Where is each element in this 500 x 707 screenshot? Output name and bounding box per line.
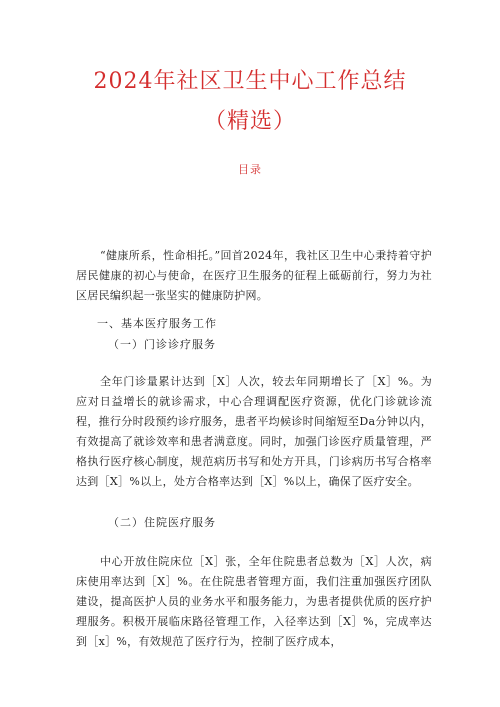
- document-subtitle: （精选）: [203, 109, 296, 134]
- subsection-paragraph: 中心开放住院床位［X］张，全年住院患者总数为［X］人次，病床使用率达到［X］%。在住院患者管理方面，我们注重加强医疗团队建设，提高医护人员的业务水平和服务能力，为患者提供优质的医疗护理服务。积极开展临床路径管理工作，入径率达到［X］%，完成率达到［x］%，有效规范了医疗行为，控制了医疗成本，: [76, 555, 432, 648]
- document-title: 2024年社区卫生中心工作总结: [93, 69, 407, 94]
- intro-paragraph: “健康所系，性命相托。”回首2024年，我社区卫生中心秉持着守护居民健康的初心与使命，在医疗卫生服务的征程上砥砺前行，努力为社区居民编织起一张坚实的健康防护网。: [76, 249, 432, 302]
- subsection-paragraph: 全年门诊量累计达到［X］人次，较去年同期增长了［X］%。为应对日益增长的就诊需求，中心合理调配医疗资源，优化门诊就诊流程，推行分时段预约诊疗服务，患者平均候诊时间缩短至Da分钟以内，有效提高了就诊效率和患者满意度。同时，加强门诊医疗质量管理，严格执行医疗核心制度，规范病历书写和处方开具，门诊病历书写合格率达到［X］%以上，处方合格率达到［X］%以上，确保了医疗安全。: [76, 375, 432, 488]
- toc-link[interactable]: 目录: [238, 163, 262, 176]
- subsection-heading: （一）门诊诊疗服务: [108, 338, 216, 351]
- subsection-heading: （二）住院医疗服务: [108, 516, 216, 529]
- section-heading: 一、基本医疗服务工作: [97, 317, 217, 330]
